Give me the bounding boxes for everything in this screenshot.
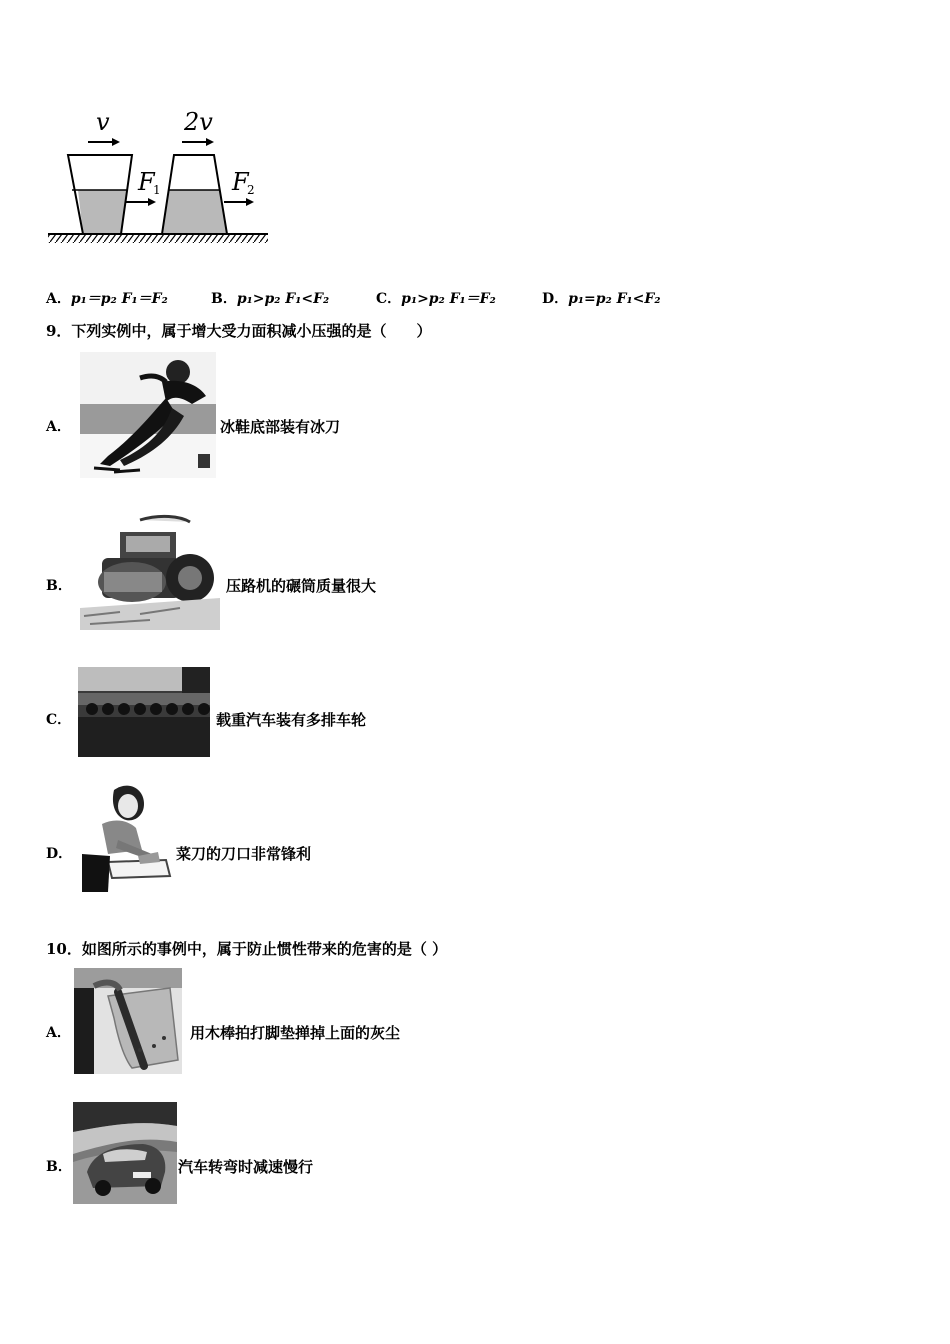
q8-option-d[interactable]: D．p₁=p₂ F₁<F₂ (542, 291, 661, 307)
q10-option-b-text[interactable]: 汽车转弯时减速慢行 (178, 1158, 314, 1176)
q9-option-b-text[interactable]: 压路机的碾筒质量很大 (226, 577, 377, 595)
label-f2-sub: 2 (247, 183, 255, 197)
label-v: v (96, 108, 110, 136)
road-roller-photo (80, 512, 220, 630)
q10-option-a-letter[interactable]: A． (46, 1025, 71, 1041)
q10-option-a-text[interactable]: 用木棒拍打脚垫掸掉上面的灰尘 (190, 1024, 401, 1042)
container-2-liquid (162, 190, 227, 234)
label-2v: 2v (184, 108, 213, 136)
container-1-liquid (78, 190, 128, 234)
q8-option-c[interactable]: C．p₁>p₂ F₁＝F₂ (376, 291, 496, 307)
q8-option-a[interactable]: A．p₁＝p₂ F₁＝F₂ (46, 291, 168, 307)
q9-option-d-text[interactable]: 菜刀的刀口非常锋利 (176, 845, 312, 863)
label-f1-sub: 1 (153, 183, 161, 197)
skater-photo (80, 352, 216, 478)
label-f1: F (138, 168, 155, 196)
q9-option-c-text[interactable]: 载重汽车装有多排车轮 (216, 711, 367, 729)
q9-option-c-letter[interactable]: C． (46, 712, 72, 728)
q9-option-a-text[interactable]: 冰鞋底部装有冰刀 (220, 418, 341, 436)
beating-mat-photo (74, 968, 182, 1074)
q8-option-b[interactable]: B．p₁>p₂ F₁<F₂ (211, 291, 330, 307)
car-turning-photo (73, 1102, 177, 1204)
q9-option-a-letter[interactable]: A． (46, 419, 71, 435)
truck-photo (78, 667, 210, 757)
kitchen-knife-photo (78, 780, 172, 896)
q10-option-b-letter[interactable]: B． (46, 1159, 72, 1175)
q10-stem: 10．如图所示的事例中，属于防止惯性带来的危害的是（ ） (46, 940, 448, 958)
q9-option-d-letter[interactable]: D． (46, 846, 73, 862)
label-f2: F (232, 168, 249, 196)
q9-stem: 9．下列实例中，属于增大受力面积减小压强的是（ ） (46, 322, 432, 340)
containers-figure (44, 98, 276, 246)
q9-option-b-letter[interactable]: B． (46, 578, 72, 594)
ground-hatch (48, 235, 268, 243)
